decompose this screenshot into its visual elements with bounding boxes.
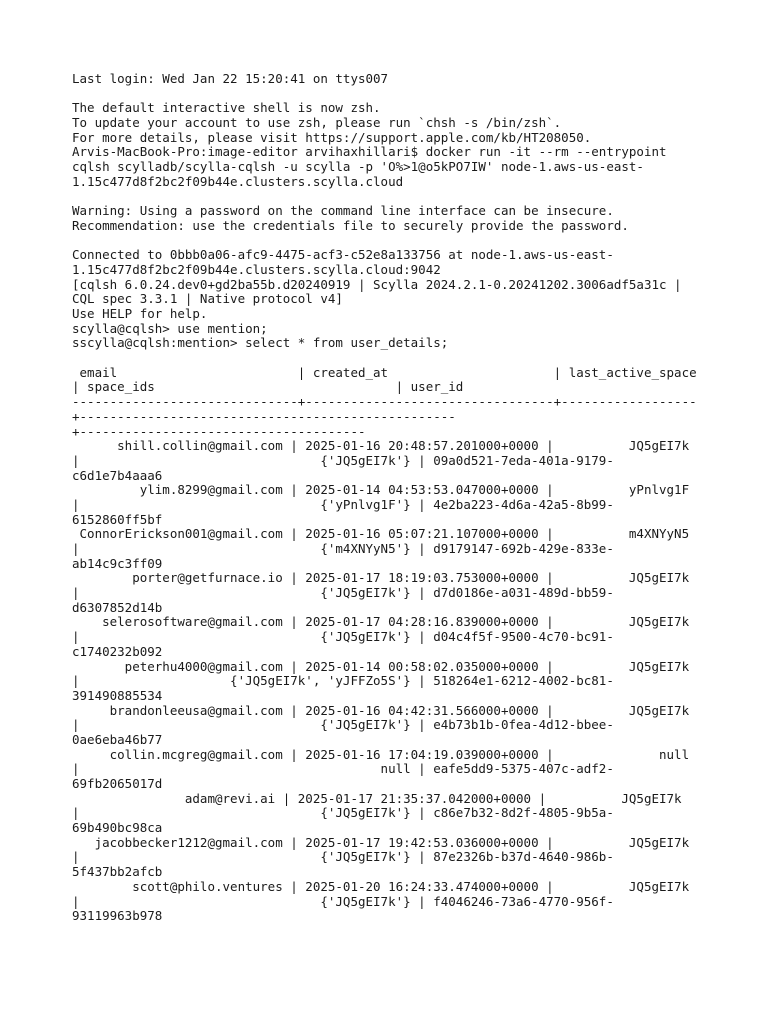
- terminal-line: collin.mcgreg@gmail.com | 2025-01-16 17:04:19.039000+0000 | null: [72, 746, 690, 762]
- terminal-line: 0ae6eba46b77: [72, 731, 163, 747]
- terminal-line: adam@revi.ai | 2025-01-17 21:35:37.042000+0000 | JQ5gEI7k: [72, 790, 682, 806]
- terminal-line: +--------------------------------------: [72, 423, 366, 439]
- terminal-line: sscylla@cqlsh:mention> select * from user_details;: [72, 335, 449, 351]
- terminal-line: ab14c9c3ff09: [72, 555, 163, 571]
- terminal-line: 5f437bb2afcb: [72, 864, 163, 880]
- terminal-line: 6152860ff5bf: [72, 511, 163, 527]
- terminal-line: CQL spec 3.3.1 | Native protocol v4]: [72, 291, 343, 307]
- terminal-line: | {'JQ5gEI7k'} | e4b73b1b-0fea-4d12-bbee-: [72, 717, 614, 733]
- terminal-line: 93119963b978: [72, 908, 163, 924]
- terminal-line: [72, 190, 702, 205]
- terminal-line: [cqlsh 6.0.24.dev0+gd2ba55b.d20240919 | Scylla 2024.2.1-0.20241202.3006adf5a31c |: [72, 276, 682, 292]
- terminal-line: scott@philo.ventures | 2025-01-20 16:24:33.474000+0000 | JQ5gEI7k: [72, 878, 690, 894]
- terminal-line: 1.15c477d8f2bc2f09b44e.clusters.scylla.cloud: [72, 173, 404, 189]
- terminal-line: 391490885534: [72, 687, 163, 703]
- terminal-line: brandonleeusa@gmail.com | 2025-01-16 04:42:31.566000+0000 | JQ5gEI7k: [72, 702, 690, 718]
- terminal-line: jacobbecker1212@gmail.com | 2025-01-17 19:42:53.036000+0000 | JQ5gEI7k: [72, 834, 690, 850]
- terminal-line: email | created_at | last_active_space: [72, 364, 697, 380]
- terminal-line: c6d1e7b4aaa6: [72, 467, 163, 483]
- terminal-line: [72, 234, 702, 249]
- terminal-line: Last login: Wed Jan 22 15:20:41 on ttys007: [72, 71, 389, 86]
- terminal-line: | space_ids | user_id: [72, 379, 464, 395]
- terminal-line: 1.15c477d8f2bc2f09b44e.clusters.scylla.cloud:9042: [72, 261, 441, 277]
- terminal-line: 69b490bc98ca: [72, 820, 163, 836]
- terminal-line: [72, 87, 702, 102]
- terminal-line: d6307852d14b: [72, 599, 163, 615]
- terminal-line: Recommendation: use the credentials file to securely provide the password.: [72, 217, 629, 233]
- terminal-line: | null | eafe5dd9-5375-407c-adf2-: [72, 761, 614, 777]
- terminal-line: cqlsh scylladb/scylla-cqlsh -u scylla -p 'O%>1@o5kPO7IW' node-1.aws-us-east-: [72, 159, 644, 175]
- terminal-line: shill.collin@gmail.com | 2025-01-16 20:48:57.201000+0000 | JQ5gEI7k: [72, 438, 690, 454]
- terminal-line: To update your account to use zsh, please run `chsh -s /bin/zsh`.: [72, 115, 562, 131]
- terminal-line: The default interactive shell is now zsh.: [72, 100, 381, 116]
- terminal-line: Arvis-MacBook-Pro:image-editor arvihaxhillari$ docker run -it --rm --entrypoint: [72, 144, 667, 160]
- terminal-output[interactable]: [72, 72, 702, 924]
- terminal-line: c1740232b092: [72, 643, 163, 659]
- terminal-line: | {'JQ5gEI7k'} | d04c4f5f-9500-4c70-bc91-: [72, 629, 614, 645]
- terminal-line: | {'JQ5gEI7k'} | c86e7b32-8d2f-4805-9b5a-: [72, 805, 614, 821]
- terminal-line: 69fb2065017d: [72, 776, 163, 791]
- terminal-line: Warning: Using a password on the command line interface can be insecure.: [72, 203, 614, 219]
- terminal-line: ConnorErickson001@gmail.com | 2025-01-16 05:07:21.107000+0000 | m4XNYyN5: [72, 526, 690, 542]
- terminal-line: ylim.8299@gmail.com | 2025-01-14 04:53:53.047000+0000 | yPnlvg1F: [72, 482, 690, 498]
- terminal-line: [72, 351, 702, 366]
- terminal-line: For more details, please visit https://support.apple.com/kb/HT208050.: [72, 129, 592, 145]
- terminal-line: | {'JQ5gEI7k', 'yJFFZo5S'} | 518264e1-6212-4002-bc81-: [72, 673, 614, 689]
- terminal-line: Use HELP for help.: [72, 306, 208, 321]
- terminal-line: | {'JQ5gEI7k'} | 87e2326b-b37d-4640-986b-: [72, 849, 614, 865]
- terminal-line: selerosoftware@gmail.com | 2025-01-17 04:28:16.839000+0000 | JQ5gEI7k: [72, 614, 690, 630]
- terminal-line: scylla@cqlsh> use mention;: [72, 320, 268, 336]
- terminal-line: porter@getfurnace.io | 2025-01-17 18:19:03.753000+0000 | JQ5gEI7k: [72, 570, 690, 586]
- terminal-line: +--------------------------------------------------: [72, 408, 456, 424]
- terminal-line: | {'m4XNYyN5'} | d9179147-692b-429e-833e-: [72, 541, 614, 556]
- terminal-line: peterhu4000@gmail.com | 2025-01-14 00:58:02.035000+0000 | JQ5gEI7k: [72, 658, 690, 674]
- terminal-line: ------------------------------+---------------------------------+------------------: [72, 394, 697, 410]
- terminal-line: | {'JQ5gEI7k'} | f4046246-73a6-4770-956f-: [72, 893, 614, 909]
- terminal-line: | {'JQ5gEI7k'} | d7d0186e-a031-489d-bb59-: [72, 585, 614, 601]
- terminal-line: Connected to 0bbb0a06-afc9-4475-acf3-c52e8a133756 at node-1.aws-us-east-: [72, 247, 614, 263]
- terminal-line: | {'yPnlvg1F'} | 4e2ba223-4d6a-42a5-8b99-: [72, 496, 614, 512]
- terminal-line: | {'JQ5gEI7k'} | 09a0d521-7eda-401a-9179-: [72, 452, 614, 468]
